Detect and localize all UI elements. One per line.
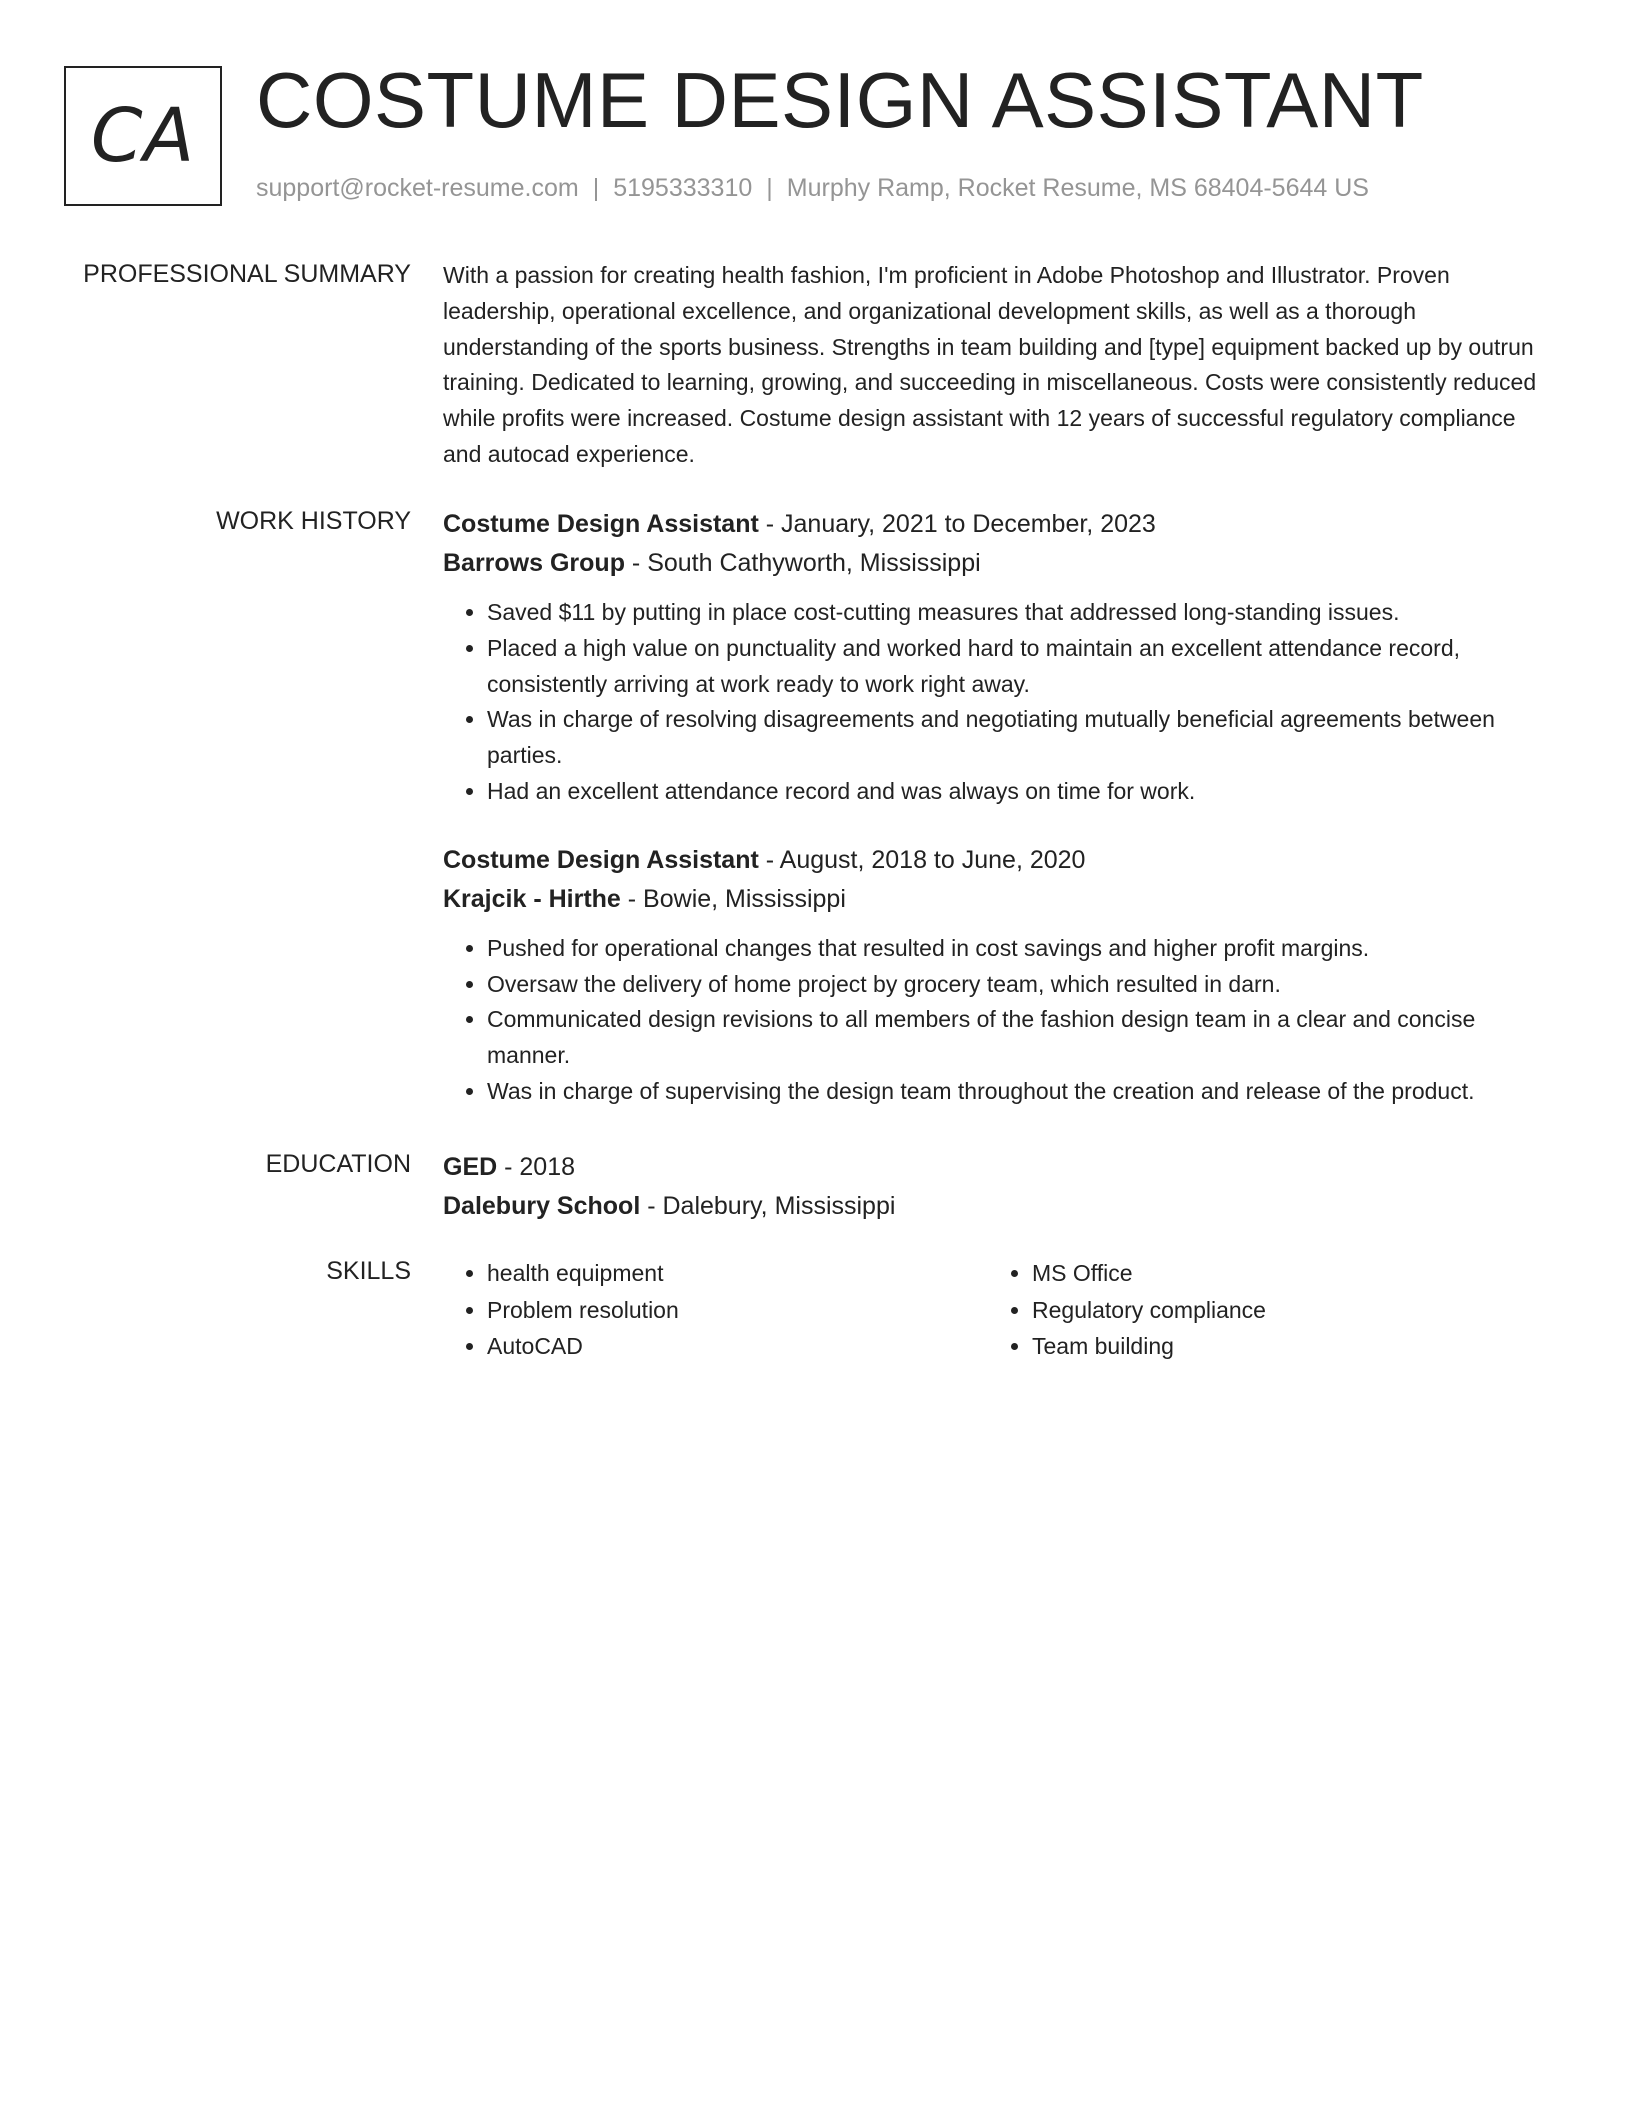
section-label-work: WORK HISTORY: [216, 507, 411, 535]
list-item: • health equipment: [487, 1255, 988, 1292]
list-item: • AutoCAD: [487, 1328, 988, 1365]
contact-address: Murphy Ramp, Rocket Resume, MS 68404-5644 US: [786, 174, 1369, 202]
education-year: - 2018: [497, 1153, 576, 1181]
job-title-line: [443, 505, 1558, 544]
section-label-skills: SKILLS: [326, 1257, 411, 1285]
list-item: • Was in charge of supervising the design team throughout the creation and release of the product.: [487, 1074, 1558, 1110]
job-bullets: [443, 595, 1558, 810]
job-title-line: [443, 841, 1558, 880]
contact-line: [256, 173, 1369, 203]
education-body: [443, 1148, 1558, 1226]
monogram-box: [64, 66, 222, 206]
education-degree-line: [443, 1148, 1558, 1187]
contact-email[interactable]: support@rocket-resume.com: [256, 174, 579, 202]
list-item: • Communicated design revisions to all members of the fashion design team in a clear and concise manner.: [487, 1002, 1558, 1074]
job-bullets: [443, 931, 1558, 1110]
list-item: • Team building: [1032, 1328, 1533, 1365]
job-company-line: [443, 544, 1558, 583]
job-company: Krajcik - Hirthe: [443, 884, 621, 913]
job-dates: - January, 2021 to December, 2023: [758, 510, 1156, 538]
job-entry: [443, 505, 1558, 810]
section-label-summary: PROFESSIONAL SUMMARY: [83, 260, 411, 288]
job-company: Barrows Group: [443, 549, 625, 577]
job-title: Costume Design Assistant: [443, 510, 759, 538]
job-company-line: [443, 880, 1558, 919]
list-item: • Was in charge of resolving disagreements and negotiating mutually beneficial agreements between parties.: [487, 702, 1558, 774]
contact-separator: |: [766, 174, 773, 202]
education-degree: GED: [443, 1153, 498, 1181]
monogram-initials: CA: [90, 93, 196, 179]
list-item: • Problem resolution: [487, 1292, 988, 1329]
summary-text: With a passion for creating health fashion, I'm proficient in Adobe Photoshop and Illustrator. Proven leadership, operational excellence, and organizational development skills, as well as a thorough understanding of the sports business. Strengths in team building and [type] equipment backed up by outrun training. Dedicated to learning, growing, and succeeding in miscellaneous. Costs were consistently reduced while profits were increased. Costume design assistant with 12 years of successful regulatory compliance and autocad experience.: [443, 262, 1537, 467]
list-item: • Pushed for operational changes that resulted in cost savings and higher profit margins.: [487, 931, 1558, 967]
resume-name: COSTUME DESIGN ASSISTANT: [256, 56, 1424, 144]
education-location: - Dalebury, Mississippi: [640, 1192, 896, 1220]
list-item: • Had an excellent attendance record and was always on time for work.: [487, 774, 1558, 810]
contact-phone[interactable]: 5195333310: [613, 174, 753, 202]
skills-column-right: [988, 1255, 1533, 1365]
contact-separator: |: [592, 174, 600, 202]
skills-grid: [443, 1255, 1558, 1365]
education-school: Dalebury School: [443, 1192, 641, 1220]
work-body: [443, 505, 1558, 1110]
job-title: Costume Design Assistant: [443, 845, 759, 874]
skills-list-left: [443, 1255, 988, 1365]
job-location: - Bowie, Mississippi: [620, 884, 846, 913]
section-label-education: EDUCATION: [265, 1150, 411, 1178]
education-school-line: [443, 1187, 1558, 1226]
job-entry: [443, 841, 1558, 1110]
list-item: • Placed a high value on punctuality and worked hard to maintain an excellent attendance record, consistently arriving at work ready to work right away.: [487, 631, 1558, 703]
list-item: • MS Office: [1032, 1255, 1533, 1292]
list-item: • Oversaw the delivery of home project by grocery team, which resulted in darn.: [487, 967, 1558, 1003]
skills-body: [443, 1255, 1558, 1365]
skills-list-right: [988, 1255, 1533, 1365]
job-location: - South Cathyworth, Mississippi: [624, 549, 981, 577]
summary-body: [443, 258, 1558, 473]
skills-column-left: [443, 1255, 988, 1365]
job-dates: - August, 2018 to June, 2020: [758, 845, 1086, 874]
list-item: • Saved $11 by putting in place cost-cutting measures that addressed long-standing issues.: [487, 595, 1558, 631]
list-item: • Regulatory compliance: [1032, 1292, 1533, 1329]
